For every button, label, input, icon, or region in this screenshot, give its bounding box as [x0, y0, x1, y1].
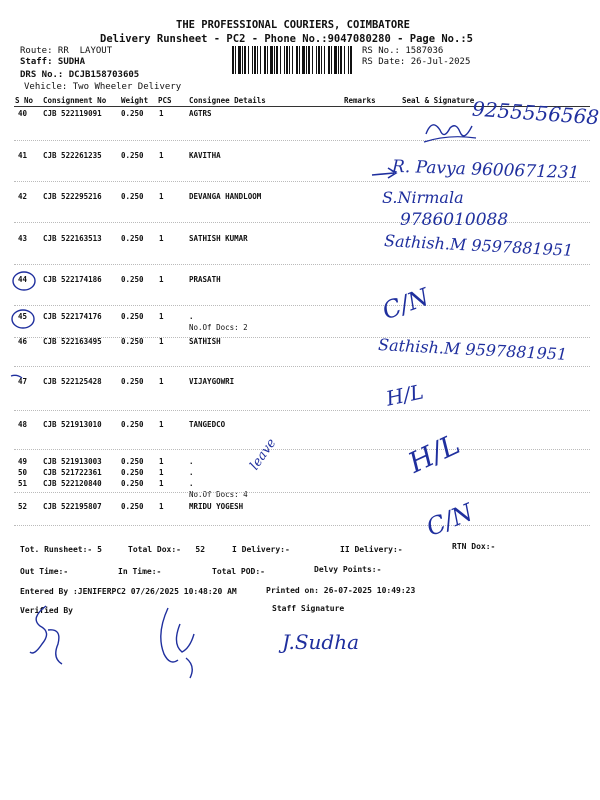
- handwritten-hl-47: H/L: [383, 379, 426, 411]
- row-consignee: SATHISH KUMAR: [189, 234, 248, 243]
- barcode-bar: [316, 46, 317, 74]
- row-weight: 0.250: [121, 151, 144, 160]
- row-pcs: 1: [159, 234, 164, 243]
- row-divider: [14, 492, 590, 493]
- row-consignment: CJB 522261235: [43, 151, 102, 160]
- barcode-bar: [284, 46, 285, 74]
- row-pcs: 1: [159, 312, 164, 321]
- row-consignment: CJB 522125428: [43, 377, 102, 386]
- barcode-bar: [334, 46, 337, 74]
- row-sno: 44: [18, 275, 28, 284]
- barcode-bar: [312, 46, 313, 74]
- barcode-bar: [292, 46, 293, 74]
- drs-number: DRS No.: DCJB158703605: [20, 70, 140, 80]
- vehicle-label: Vehicle: Two Wheeler Delivery: [24, 82, 182, 92]
- row-consignment: CJB 522174176: [43, 312, 102, 321]
- row-pcs: 1: [159, 337, 164, 346]
- row-weight: 0.250: [121, 377, 144, 386]
- row-consignee: DEVANGA HANDLOOM: [189, 192, 262, 201]
- row-consignee: VIJAYGOWRI: [189, 377, 235, 386]
- row-docs: No.Of Docs: 4: [189, 490, 248, 499]
- handwritten-hl-48: H/L: [403, 427, 465, 480]
- row-divider: [14, 525, 590, 526]
- row-sno: 51: [18, 479, 28, 488]
- barcode-bar: [232, 46, 234, 74]
- circle-mark-44: [10, 270, 40, 292]
- row-weight: 0.250: [121, 468, 144, 477]
- barcode-bar: [302, 46, 305, 74]
- handwritten-sign-43: Sathish.M 9597881951: [383, 231, 574, 260]
- handwritten-sign-46: Sathish.M 9597881951: [377, 335, 568, 364]
- row-divider: [14, 140, 590, 141]
- row-consignee: .: [189, 468, 194, 477]
- verified-signature: [22, 600, 72, 670]
- row-docs: No.Of Docs: 2: [189, 323, 248, 332]
- tick-mark-47: [8, 372, 28, 392]
- entered-by: Entered By :JENIFERPC2 07/26/2025 10:48:20 AM: [20, 587, 237, 596]
- runsheet-subtitle: Delivery Runsheet - PC2 - Phone No.:9047080280 - Page No.:5: [100, 33, 473, 45]
- tot-runsheet: Tot. Runsheet:- 5: [20, 545, 102, 554]
- row-consignment: CJB 522295216: [43, 192, 102, 201]
- row-sno: 52: [18, 502, 28, 511]
- row-consignee: SATHISH: [189, 337, 221, 346]
- row-pcs: 1: [159, 192, 164, 201]
- row-pcs: 1: [159, 377, 164, 386]
- verified-by: Verified By: [20, 606, 73, 615]
- barcode-bar: [254, 46, 256, 74]
- barcode-bar: [280, 46, 281, 74]
- row-consignment: CJB 522174186: [43, 275, 102, 284]
- row-weight: 0.250: [121, 479, 144, 488]
- row-divider: [14, 337, 590, 338]
- row-weight: 0.250: [121, 312, 144, 321]
- staff-signature-label: Staff Signature: [272, 604, 345, 613]
- row-weight: 0.250: [121, 109, 144, 118]
- barcode-bar: [321, 46, 322, 74]
- row-divider: [14, 449, 590, 450]
- row-consignment: CJB 521722361: [43, 468, 102, 477]
- col-remarks: Remarks: [344, 96, 376, 105]
- barcode-bar: [242, 46, 243, 74]
- ii-delivery: II Delivery:-: [340, 545, 403, 554]
- barcode-bar: [350, 46, 352, 74]
- rs-number: RS No.: 1587036: [362, 46, 444, 56]
- barcode-bar: [276, 46, 278, 74]
- row-consignee: .: [189, 479, 194, 488]
- barcode-bar: [260, 46, 261, 74]
- barcode: [232, 46, 354, 76]
- barcode-bar: [324, 46, 325, 74]
- barcode-bar: [340, 46, 342, 74]
- row-weight: 0.250: [121, 457, 144, 466]
- in-time: In Time:-: [118, 567, 162, 576]
- row-consignee: TANGEDCO: [189, 420, 226, 429]
- handwritten-phone-40: 9255556568: [471, 96, 600, 130]
- out-time: Out Time:-: [20, 567, 69, 576]
- handwritten-cn-52: C/N: [422, 498, 477, 542]
- row-sno: 40: [18, 109, 28, 118]
- row-sno: 48: [18, 420, 28, 429]
- row-sno: 45: [18, 312, 28, 321]
- barcode-bar: [289, 46, 290, 74]
- barcode-bar: [328, 46, 330, 74]
- row-consignee: MRIDU YOGESH: [189, 502, 244, 511]
- i-delivery: I Delivery:-: [232, 545, 290, 554]
- row-weight: 0.250: [121, 192, 144, 201]
- row-divider: [14, 410, 590, 411]
- row-weight: 0.250: [121, 234, 144, 243]
- row-consignment: CJB 522195807: [43, 502, 102, 511]
- col-weight: Weight: [121, 96, 149, 105]
- handwritten-cn-44: C/N: [378, 282, 433, 326]
- barcode-bar: [238, 46, 241, 74]
- row-sno: 47: [18, 377, 28, 386]
- row-consignment: CJB 522119091: [43, 109, 102, 118]
- row-weight: 0.250: [121, 337, 144, 346]
- barcode-bar: [296, 46, 298, 74]
- barcode-bar: [252, 46, 253, 74]
- barcode-bar: [308, 46, 310, 74]
- row-divider: [14, 305, 590, 306]
- row-pcs: 1: [159, 420, 164, 429]
- row-pcs: 1: [159, 468, 164, 477]
- row-weight: 0.250: [121, 275, 144, 284]
- total-pod: Total POD:-: [212, 567, 265, 576]
- col-consignee: Consignee Details: [189, 96, 266, 105]
- barcode-bar: [318, 46, 320, 74]
- barcode-bar: [344, 46, 345, 74]
- row-sno: 42: [18, 192, 28, 201]
- row-divider: [14, 264, 590, 265]
- row-divider: [14, 366, 590, 367]
- handwritten-leave-49: leave: [247, 436, 280, 473]
- row-divider: [14, 181, 590, 182]
- row-consignment: CJB 522163495: [43, 337, 102, 346]
- barcode-bar: [274, 46, 275, 74]
- barcode-bar: [270, 46, 273, 74]
- route-label: Route: RR LAYOUT: [20, 46, 113, 56]
- rtn-dox: RTN Dox:-: [452, 542, 496, 551]
- barcode-bar: [286, 46, 288, 74]
- barcode-bar: [248, 46, 249, 74]
- circle-mark-45: [9, 308, 39, 330]
- col-sno: S No: [15, 96, 34, 105]
- row-sno: 49: [18, 457, 28, 466]
- printed-on: Printed on: 26-07-2025 10:49:23: [266, 586, 416, 595]
- staff-signature: J.Sudha: [282, 630, 360, 654]
- row-sno: 46: [18, 337, 28, 346]
- row-consignee: AGTRS: [189, 109, 212, 118]
- delvy-points: Delvy Points:-: [314, 565, 382, 574]
- row-pcs: 1: [159, 275, 164, 284]
- row-consignee: .: [189, 457, 194, 466]
- handwritten-phone-42: 9786010088: [400, 210, 509, 230]
- col-consignment: Consignment No: [43, 96, 107, 105]
- barcode-bar: [348, 46, 349, 74]
- barcode-bar: [264, 46, 266, 74]
- row-pcs: 1: [159, 457, 164, 466]
- total-dox: Total Dox:- 52: [128, 545, 206, 554]
- handwritten-name-41: R. Pavya 9600671231: [391, 156, 580, 184]
- row-consignment: CJB 522163513: [43, 234, 102, 243]
- company-title: THE PROFESSIONAL COURIERS, COIMBATORE: [176, 19, 410, 31]
- barcode-bar: [331, 46, 332, 74]
- row-consignee: KAVITHA: [189, 151, 221, 160]
- barcode-bar: [299, 46, 300, 74]
- row-consignment: CJB 521913003: [43, 457, 102, 466]
- barcode-bar: [235, 46, 236, 74]
- barcode-bar: [306, 46, 307, 74]
- verified-signature-2: [150, 604, 210, 684]
- handwritten-name-42: S.Nirmala: [382, 188, 464, 207]
- row-pcs: 1: [159, 151, 164, 160]
- barcode-bar: [257, 46, 258, 74]
- barcode-bar: [267, 46, 268, 74]
- row-weight: 0.250: [121, 502, 144, 511]
- row-pcs: 1: [159, 109, 164, 118]
- row-consignment: CJB 521913010: [43, 420, 102, 429]
- row-sno: 43: [18, 234, 28, 243]
- staff-label: Staff: SUDHA: [20, 57, 86, 67]
- rs-date: RS Date: 26-Jul-2025: [362, 57, 471, 67]
- row-consignee: PRASATH: [189, 275, 221, 284]
- row-consignee: .: [189, 312, 194, 321]
- row-sno: 41: [18, 151, 28, 160]
- row-weight: 0.250: [121, 420, 144, 429]
- row-sno: 50: [18, 468, 28, 477]
- barcode-bar: [338, 46, 339, 74]
- col-pcs: PCS: [158, 96, 172, 105]
- row-consignment: CJB 522120840: [43, 479, 102, 488]
- row-pcs: 1: [159, 479, 164, 488]
- row-pcs: 1: [159, 502, 164, 511]
- barcode-bar: [244, 46, 246, 74]
- col-seal: Seal & Signature: [402, 96, 475, 105]
